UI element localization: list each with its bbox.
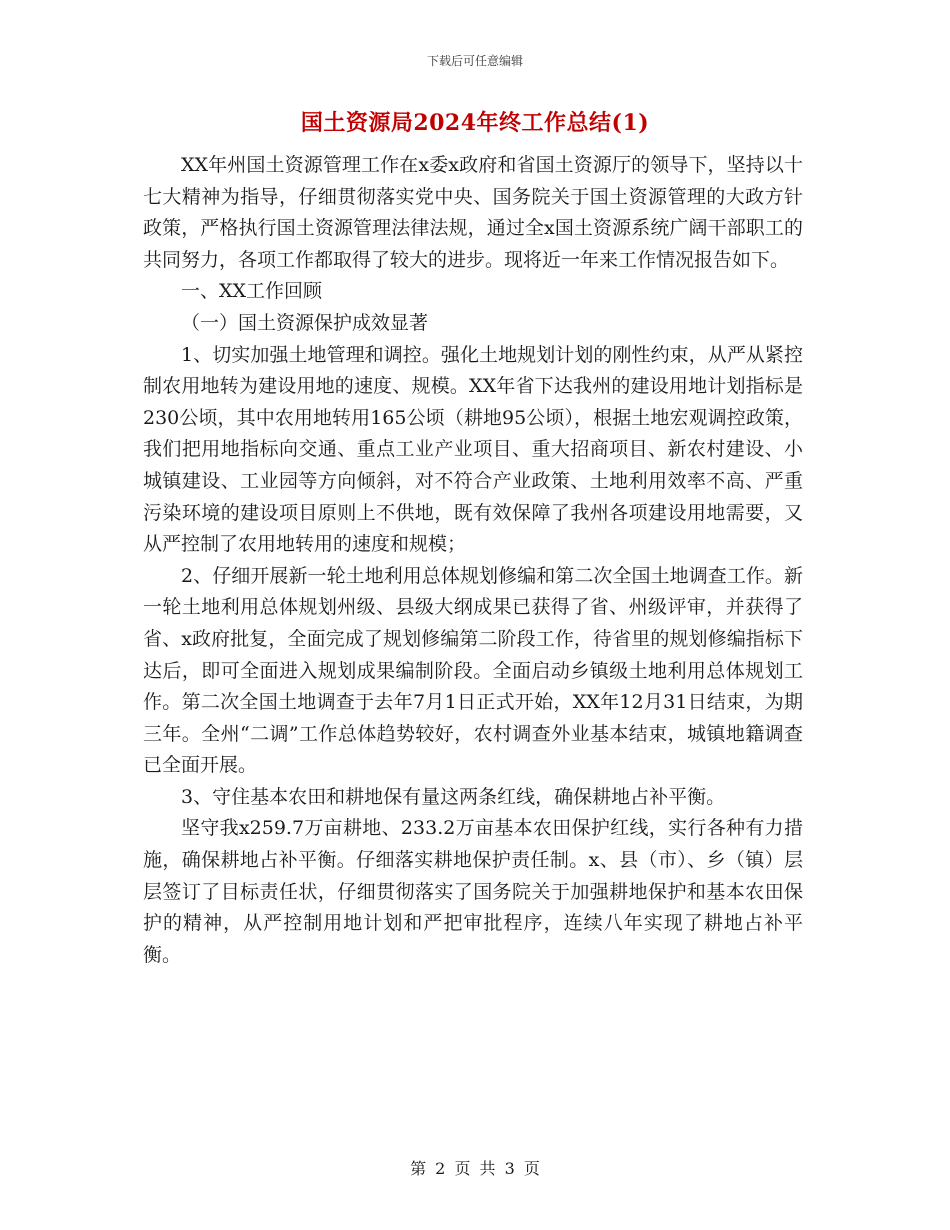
document-title: 国土资源局2024年终工作总结(1) — [300, 110, 650, 136]
item-1-paragraph: 1、切实加强土地管理和调控。强化土地规划计划的刚性约束，从严从紧控制农用地转为建设用地的速度、规模。XX年省下达我州的建设用地计划指标是230公顷，其中农用地转用165公顷（耕地95公顷），根据土地宏观调控政策，我们把用地指标向交通、重点工业产业项目、重大招商项目、新农村建设、小城镇建设、工业园等方向倾斜，对不符合产业政策、土地利用效率不高、严重污染环境的建设项目原则上不供地，既有效保障了我州各项建设用地需要，又从严控制了农用地转用的速度和规模； — [143, 343, 803, 556]
item-3-paragraph: 坚守我x259.7万亩耕地、233.2万亩基本农田保护红线，实行各种有力措施，确保耕地占补平衡。仔细落实耕地保护责任制。x、县（市）、乡（镇）层层签订了目标责任状，仔细贯彻落实了国务院关于加强耕地保护和基本农田保护的精神，从严控制用地计划和严把审批程序，连续八年实现了耕地占补平衡。 — [143, 817, 803, 966]
page-number-footer: 第 2 页 共 3 页 — [410, 1159, 540, 1178]
page-header-note: 下载后可任意编辑 — [426, 54, 523, 68]
section-heading: 一、XX工作回顾 — [181, 280, 323, 303]
item-3-heading: 3、守住基本农田和耕地保有量这两条红线，确保耕地占补平衡。 — [181, 785, 726, 808]
subsection-heading: （一）国土资源保护成效显著 — [181, 311, 429, 334]
document-body — [143, 150, 803, 971]
intro-paragraph: XX年州国土资源管理工作在x委x政府和省国土资源厅的领导下，坚持以十七大精神为指导，仔细贯彻落实党中央、国务院关于国土资源管理的大政方针政策，严格执行国土资源管理法律法规，通过全x国土资源系统广阔干部职工的共同努力，各项工作都取得了较大的进步。现将近一年来工作情况报告如下。 — [143, 154, 803, 271]
item-2-paragraph: 2、仔细开展新一轮土地利用总体规划修编和第二次全国土地调查工作。新一轮土地利用总体规划州级、县级大纲成果已获得了省、州级评审，并获得了省、x政府批复，全面完成了规划修编第二阶段工作，待省里的规划修编指标下达后，即可全面进入规划成果编制阶段。全面启动乡镇级土地利用总体规划工作。第二次全国土地调查于去年7月1日正式开始，XX年12月31日结束，为期三年。全州“二调”工作总体趋势较好，农村调查外业基本结束，城镇地籍调查已全面开展。 — [143, 564, 803, 777]
